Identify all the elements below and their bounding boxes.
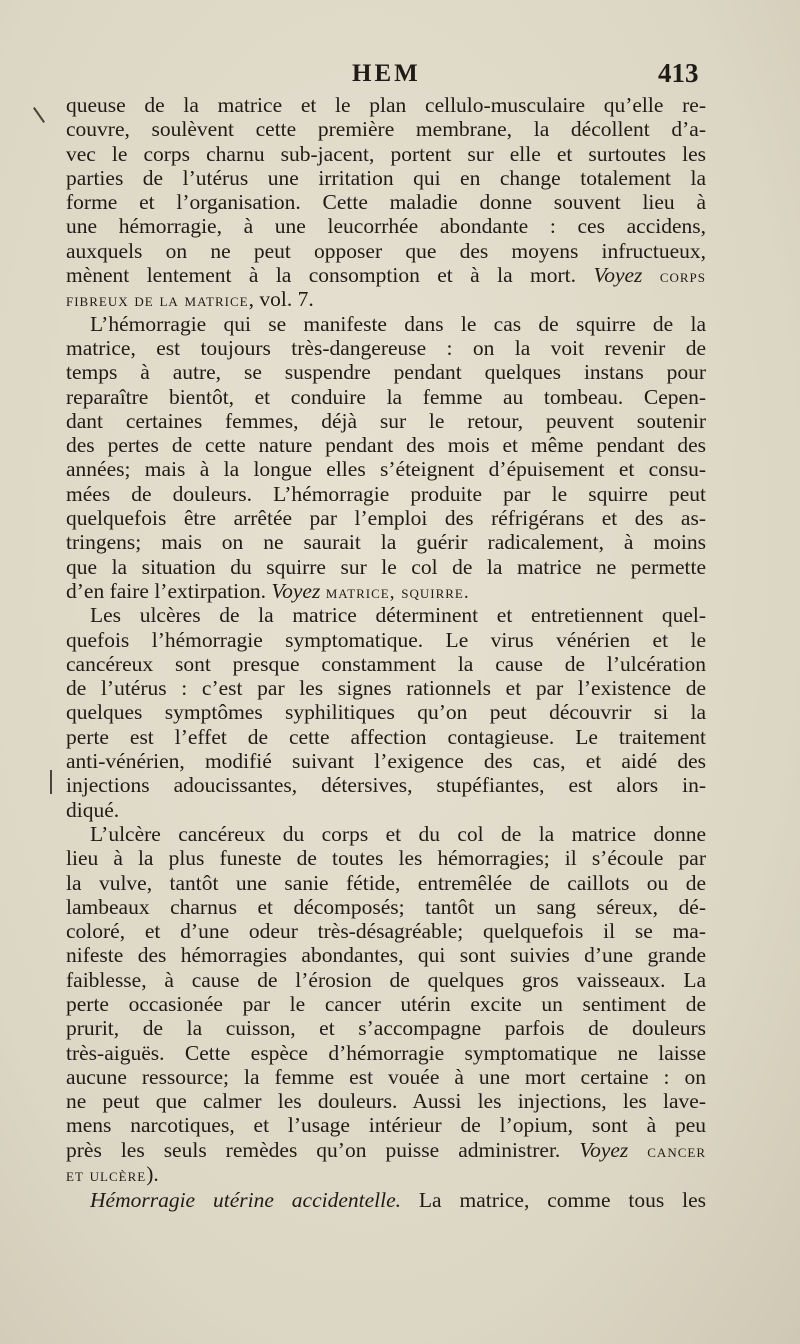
cross-reference: matrice, squirre.: [325, 581, 470, 603]
running-head: HEM: [352, 60, 421, 87]
text-line: [66, 749, 706, 773]
line-text: quelques symptômes syphilitiques qu’on peut découvrir si la: [66, 700, 706, 725]
line-text: ne peut que calmer les douleurs. Aussi les injections, les lave-: [66, 1089, 706, 1114]
line-text: Les ulcères de la matrice déterminent et entretiennent quel-: [90, 603, 706, 628]
section-heading: Hémorragie utérine accidentelle.: [90, 1188, 402, 1213]
cross-reference: et ulcère: [66, 1165, 147, 1187]
line-text: mées de douleurs. L’hémorragie produite par le squirre peut: [66, 481, 706, 506]
see-reference: Voyez: [593, 263, 643, 288]
line-text: , vol. 7.: [248, 287, 314, 312]
line-text: anti-vénérien, modifié suivant l’exigence des cas, et aidé des: [66, 749, 706, 774]
text-line: [66, 1065, 706, 1089]
line-text: auxquels on ne peut opposer que des moyens infructueux,: [66, 238, 706, 263]
text-line: [66, 822, 706, 846]
line-text: La matrice, comme tous les: [418, 1188, 706, 1213]
text-line: [66, 871, 706, 895]
line-text: quefois l’hémorragie symptomatique. Le virus vénérien et le: [66, 627, 706, 652]
see-reference: Voyez: [271, 578, 321, 603]
text-line: [66, 628, 706, 652]
line-text: aucune ressource; la femme est vouée à une mort certaine : on: [66, 1064, 706, 1089]
cross-reference: corps: [659, 266, 706, 288]
line-text: parties de l’utérus une irritation qui en change totalement la: [66, 165, 706, 190]
text-line: [66, 676, 706, 700]
text-line: [66, 1016, 706, 1040]
text-line: [66, 1138, 706, 1162]
line-text: nifeste des hémorragies abondantes, qui sont suivies d’une grande: [66, 943, 706, 968]
text-line: [66, 93, 706, 117]
text-line: [66, 530, 706, 554]
text-line: [66, 579, 706, 603]
text-line: [66, 1188, 706, 1212]
margin-mark: [33, 107, 45, 123]
text-line: [66, 1162, 706, 1186]
text-line: [66, 943, 706, 967]
text-line: [66, 895, 706, 919]
text-line: [66, 725, 706, 749]
text-line: [66, 506, 706, 530]
text-line: [66, 773, 706, 797]
text-line: [66, 919, 706, 943]
line-text: lieu à la plus funeste de toutes les hémorragies; il s’écoule par: [66, 846, 706, 871]
text-line: [66, 968, 706, 992]
text-line: [66, 482, 706, 506]
margin-mark: [50, 770, 52, 794]
cross-reference: cancer: [647, 1140, 706, 1162]
line-text: perte est l’effet de cette affection contagieuse. Le traitement: [66, 724, 706, 749]
text-line: [66, 239, 706, 263]
page-header: [0, 58, 800, 92]
line-text: perte occasionée par le cancer utérin excite un sentiment de: [66, 991, 706, 1016]
text-line: [66, 190, 706, 214]
text-line: [66, 1089, 706, 1113]
text-line: [66, 142, 706, 166]
page-number: 413: [658, 58, 699, 88]
line-text: d’en faire l’extirpation.: [66, 578, 266, 603]
text-line: [66, 798, 706, 822]
text-line: [66, 117, 706, 141]
body-text: [66, 93, 706, 1213]
line-text: prurit, de la cuisson, et s’accompagne parfois de douleurs: [66, 1016, 706, 1041]
line-text: très-aiguës. Cette espèce d’hémorragie symptomatique ne laisse: [66, 1040, 706, 1065]
text-line: [66, 166, 706, 190]
line-text: des pertes de cette nature pendant des mois et même pendant des: [66, 433, 706, 458]
line-text: lambeaux charnus et décomposés; tantôt un sang séreux, dé-: [66, 894, 706, 919]
see-reference: Voyez: [579, 1137, 629, 1162]
line-text: près les seuls remèdes qu’on puisse administrer.: [66, 1137, 561, 1162]
text-line: [66, 846, 706, 870]
line-text: matrice, est toujours très-dangereuse : on la voit revenir de: [66, 335, 706, 360]
line-text: mènent lentement à la consomption et à la mort.: [66, 263, 577, 288]
text-line: [66, 603, 706, 627]
text-line: [66, 1041, 706, 1065]
line-text: la vulve, tantôt une sanie fétide, entremêlée de caillots ou de: [66, 870, 706, 895]
text-line: [66, 214, 706, 238]
text-line: [66, 700, 706, 724]
line-text: diqué.: [66, 797, 120, 822]
line-text: mens narcotiques, et l’usage intérieur de l’opium, sont à peu: [66, 1113, 706, 1138]
line-text: quelquefois être arrêtée par l’emploi des réfrigérans et des as-: [66, 506, 706, 531]
text-line: [66, 263, 706, 287]
text-line: [66, 992, 706, 1016]
line-text: années; mais à la longue elles s’éteignent d’épuisement et consu-: [66, 457, 706, 482]
text-line: [66, 312, 706, 336]
text-line: [66, 457, 706, 481]
line-text: reparaître bientôt, et conduire la femme au tombeau. Cepen-: [66, 384, 706, 409]
line-text: dant certaines femmes, déjà sur le retour, peuvent soutenir: [66, 408, 706, 433]
line-text: ).: [146, 1162, 159, 1187]
line-text: tringens; mais on ne saurait la guérir radicalement, à moins: [66, 530, 706, 555]
line-text: vec le corps charnu sub-jacent, portent sur elle et surtoutes les: [66, 141, 706, 166]
cross-reference: fibreux de la matrice: [66, 290, 249, 312]
line-text: forme et l’organisation. Cette maladie donne souvent lieu à: [66, 190, 706, 215]
text-line: [66, 1113, 706, 1137]
text-line: [66, 360, 706, 384]
text-line: [66, 287, 706, 311]
line-text: faiblesse, à cause de l’érosion de quelques gros vaisseaux. La: [66, 967, 706, 992]
line-text: injections adoucissantes, détersives, stupéfiantes, est alors in-: [66, 773, 706, 798]
line-text: L’hémorragie qui se manifeste dans le cas de squirre de la: [90, 311, 706, 336]
line-text: cancéreux sont presque constamment la cause de l’ulcération: [66, 651, 706, 676]
line-text: queuse de la matrice et le plan cellulo-musculaire qu’elle re-: [66, 93, 706, 117]
text-line: [66, 652, 706, 676]
text-line: [66, 336, 706, 360]
line-text: L’ulcère cancéreux du corps et du col de la matrice donne: [90, 821, 706, 846]
text-line: [66, 385, 706, 409]
line-text: de l’utérus : c’est par les signes rationnels et par l’existence de: [66, 676, 706, 701]
line-text: que la situation du squirre sur le col de la matrice ne permette: [66, 554, 706, 579]
line-text: temps à autre, se suspendre pendant quelques instans pour: [66, 360, 706, 385]
line-text: coloré, et d’une odeur très-désagréable; quelquefois il se ma-: [66, 919, 706, 944]
text-line: [66, 433, 706, 457]
line-text: couvre, soulèvent cette première membrane, la décollent d’a-: [66, 117, 706, 142]
text-line: [66, 409, 706, 433]
text-line: [66, 555, 706, 579]
line-text: une hémorragie, à une leucorrhée abondante : ces accidens,: [66, 214, 706, 239]
